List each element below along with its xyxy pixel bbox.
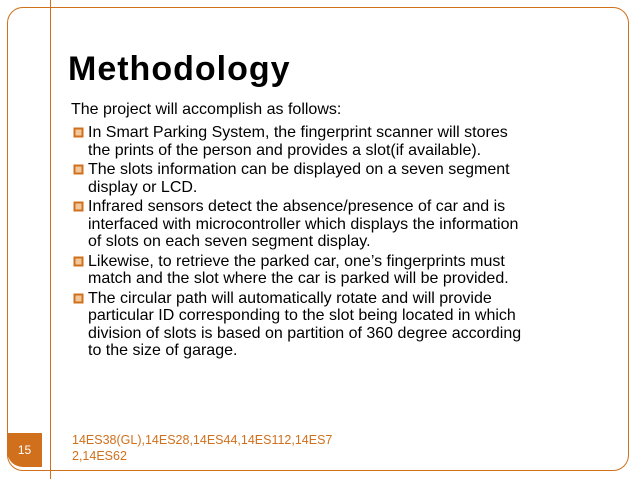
bullet-line: Likewise, to retrieve the parked car, one’s fingerprints must bbox=[88, 252, 505, 270]
bullet-line: match and the slot where the car is parked will be provided. bbox=[88, 270, 509, 287]
bullet-line: division of slots is based on partition of 360 degree according bbox=[88, 324, 522, 342]
bullet-line: Infrared sensors detect the absence/presence of car and is bbox=[88, 198, 506, 215]
bullet-item bbox=[71, 198, 611, 251]
slide-intro: The project will accomplish as follows: bbox=[71, 101, 342, 118]
bullet-line: display or LCD. bbox=[88, 178, 198, 196]
bullet-line: particular ID corresponding to the slot being located in which bbox=[88, 307, 516, 324]
slide-vertical-rule bbox=[50, 0, 51, 479]
bullet-line: In Smart Parking System, the fingerprint scanner will stores bbox=[88, 124, 508, 141]
bullet-line: The circular path will automatically rotate and will provide bbox=[88, 289, 492, 307]
slide-footer bbox=[72, 432, 332, 464]
square-bullet-icon bbox=[73, 293, 84, 304]
page-number-badge bbox=[7, 433, 42, 467]
square-bullet-icon bbox=[73, 201, 84, 212]
bullet-item bbox=[71, 161, 611, 196]
bullet-list bbox=[71, 124, 611, 362]
bullet-line: to the size of garage. bbox=[88, 342, 238, 359]
square-bullet-icon bbox=[73, 164, 84, 175]
footer-line: 14ES38(GL),14ES28,14ES44,14ES112,14ES7 bbox=[72, 433, 333, 447]
bullet-line: interfaced with microcontroller which displays the information bbox=[88, 215, 519, 233]
bullet-line: The slots information can be displayed on a seven segment bbox=[88, 161, 510, 178]
bullet-line: of slots on each seven segment display. bbox=[88, 233, 371, 250]
bullet-line: the prints of the person and provides a slot(if available). bbox=[88, 141, 482, 159]
square-bullet-icon bbox=[73, 127, 84, 138]
footer-line: 2,14ES62 bbox=[72, 449, 127, 463]
slide-title: Methodology bbox=[68, 50, 291, 88]
page-number: 15 bbox=[17, 443, 32, 457]
square-bullet-icon bbox=[73, 256, 84, 267]
bullet-item bbox=[71, 124, 611, 159]
bullet-item bbox=[71, 290, 611, 360]
bullet-item bbox=[71, 253, 611, 288]
